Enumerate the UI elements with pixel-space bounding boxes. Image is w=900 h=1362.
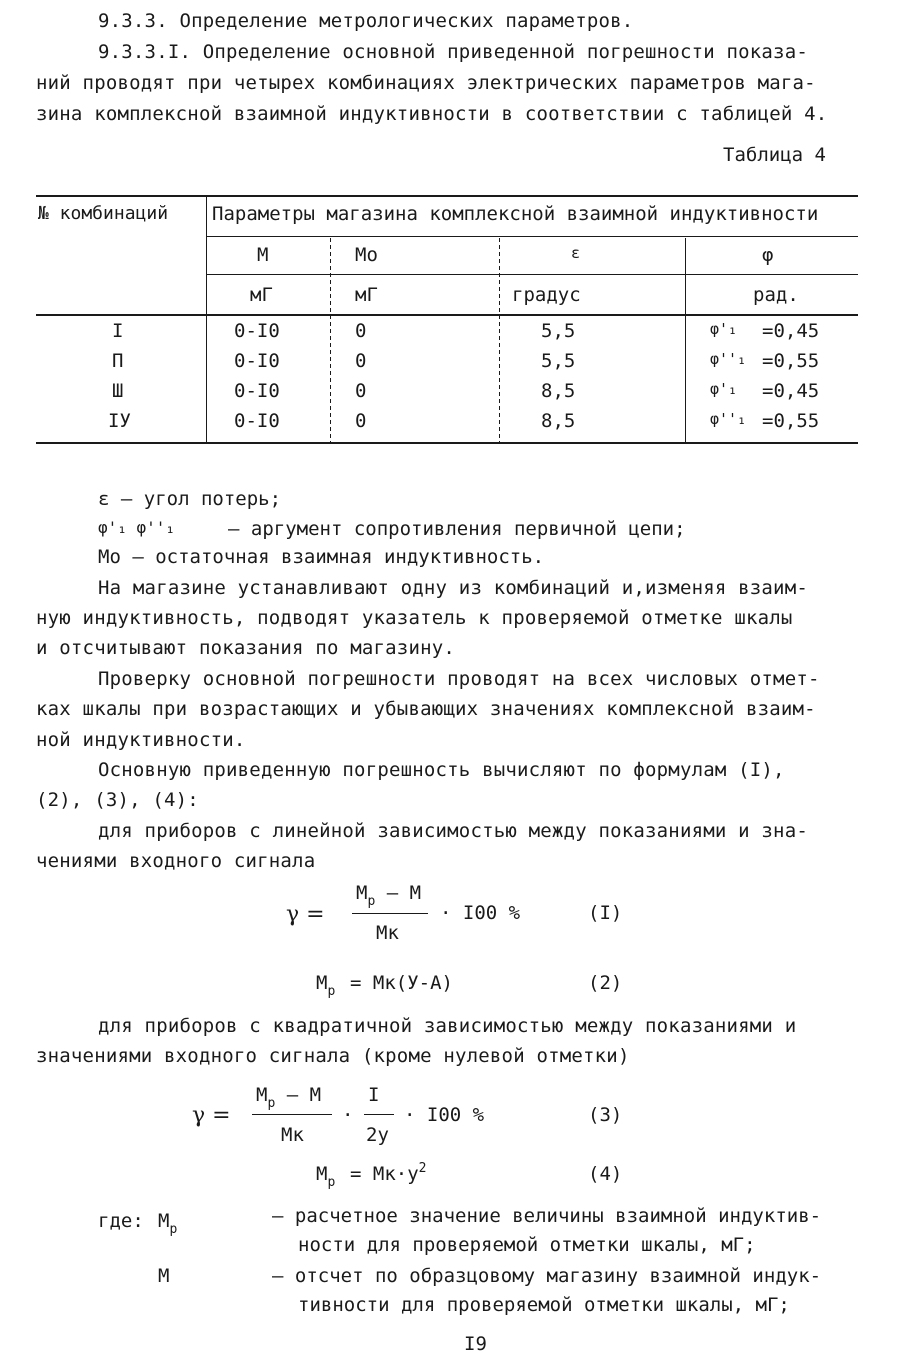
cell-phi-value: =0,55 <box>762 350 820 372</box>
cell-phi-value: =0,45 <box>762 320 820 342</box>
param-m-header: M <box>257 244 269 266</box>
cell-eps: 8,5 <box>541 410 576 432</box>
paragraph-line: и отсчитывают показания по магазину. <box>36 637 456 659</box>
cell-mo: 0 <box>355 320 367 342</box>
group-header-parameters: Параметры магазина комплексной взаимной индуктивности <box>212 203 819 225</box>
cell-eps: 5,5 <box>541 320 576 342</box>
paragraph-line: значениями входного сигнала (кроме нулевой отметки) <box>36 1045 630 1067</box>
formula-number: (3) <box>588 1104 623 1126</box>
paragraph-line: ках шкалы при возрастающих и убывающих значениях комплексной взаим- <box>36 698 816 720</box>
formula-number: (2) <box>588 972 623 994</box>
cell-m: 0-I0 <box>234 410 280 432</box>
param-eps-header: ε <box>571 244 581 262</box>
cell-phi-symbol: φ'₁ <box>710 320 738 338</box>
paragraph-line: На магазине устанавливают одну из комбинаций и,изменяя взаим- <box>98 577 808 599</box>
formula-dot: · <box>342 1104 354 1126</box>
paragraph-line: для приборов с линейной зависимостью между показаниями и зна- <box>98 820 808 842</box>
formula-rhs: = Мк(У-А) <box>350 972 453 994</box>
cell-eps: 5,5 <box>541 350 576 372</box>
definition-text: – расчетное значение величины взаимной индуктив- <box>272 1205 822 1227</box>
formula-denominator: Мк <box>376 922 399 944</box>
unit-mo: мГ <box>355 284 378 306</box>
formula-lhs: $M_p$ <box>316 972 336 999</box>
note-mo: Мо – остаточная взаимная индуктивность. <box>98 546 545 568</box>
param-mo-header: Mo <box>355 244 378 266</box>
definition-symbol-mp: $M_p$ <box>158 1210 178 1237</box>
formula-denominator: Мк <box>281 1124 304 1146</box>
formula-rhs: = $Мк\cdot у^2$ <box>350 1161 427 1185</box>
formula-lhs: γ = <box>192 1103 231 1128</box>
row-number: IУ <box>108 410 131 432</box>
cell-phi-symbol: φ''₁ <box>710 350 747 368</box>
paragraph-line: чениями входного сигнала <box>36 850 316 872</box>
formula-lhs: γ = <box>286 902 325 927</box>
paragraph-line: ний проводят при четырех комбинациях электрических параметров мага- <box>36 72 816 94</box>
cell-mo: 0 <box>355 350 367 372</box>
formula-number: (4) <box>588 1163 623 1185</box>
section-heading: 9.3.3. Определение метрологических параметров. <box>98 10 634 32</box>
formula-lhs: $M_p$ <box>316 1163 336 1190</box>
table-caption: Таблица 4 <box>723 144 826 166</box>
paragraph-line: для приборов с квадратичной зависимостью между показаниями и <box>98 1015 797 1037</box>
paragraph-line: Основную приведенную погрешность вычисляют по формулам (I), <box>98 759 785 781</box>
paragraph-line: зина комплексной взаимной индуктивности в соответствии с таблицей 4. <box>36 103 828 125</box>
unit-eps: градус <box>512 284 581 306</box>
definition-text: ности для проверяемой отметки шкалы, мГ; <box>298 1234 756 1256</box>
cell-phi-symbol: φ''₁ <box>710 410 747 428</box>
note-phi-symbols: φ'₁ φ''₁ <box>98 518 176 537</box>
definition-text: – отсчет по образцовому магазину взаимной индук- <box>272 1265 822 1287</box>
cell-mo: 0 <box>355 410 367 432</box>
formula-factor: · I00 % <box>404 1104 485 1126</box>
formula-denominator-2: 2у <box>366 1124 389 1146</box>
paragraph-line: 9.3.3.I. Определение основной приведенной погрешности показа- <box>98 41 808 63</box>
row-number: Ш <box>112 380 124 402</box>
note-phi-text: – аргумент сопротивления первичной цепи; <box>228 518 686 540</box>
param-phi-header: φ <box>762 244 774 266</box>
cell-phi-value: =0,45 <box>762 380 820 402</box>
formula-numerator: $M_p$ – M <box>356 882 422 909</box>
cell-m: 0-I0 <box>234 380 280 402</box>
definition-symbol-m: M <box>158 1265 170 1287</box>
formula-numerator: $M_p$ – M <box>256 1084 322 1111</box>
definition-text: тивности для проверяемой отметки шкалы, мГ; <box>298 1294 790 1316</box>
cell-m: 0-I0 <box>234 320 280 342</box>
column-header-combination: № комбинаций <box>38 203 169 224</box>
formula-numerator-2: I <box>368 1084 380 1106</box>
formula-number: (I) <box>588 902 623 924</box>
cell-phi-symbol: φ'₁ <box>710 380 738 398</box>
cell-mo: 0 <box>355 380 367 402</box>
paragraph-line: ной индуктивности. <box>36 729 246 751</box>
paragraph-line: (2), (3), (4): <box>36 789 199 811</box>
unit-phi: рад. <box>753 284 799 306</box>
cell-phi-value: =0,55 <box>762 410 820 432</box>
paragraph-line: Проверку основной погрешности проводят на всех числовых отмет- <box>98 668 820 690</box>
row-number: I <box>112 320 124 342</box>
paragraph-line: ную индуктивность, подводят указатель к проверяемой отметке шкалы <box>36 607 793 629</box>
unit-m: мГ <box>250 284 273 306</box>
page-number: I9 <box>464 1333 487 1355</box>
cell-m: 0-I0 <box>234 350 280 372</box>
row-number: П <box>112 350 124 372</box>
cell-eps: 8,5 <box>541 380 576 402</box>
where-label: где: <box>98 1210 144 1232</box>
note-eps: ε – угол потерь; <box>98 488 282 510</box>
formula-factor: · I00 % <box>440 902 521 924</box>
